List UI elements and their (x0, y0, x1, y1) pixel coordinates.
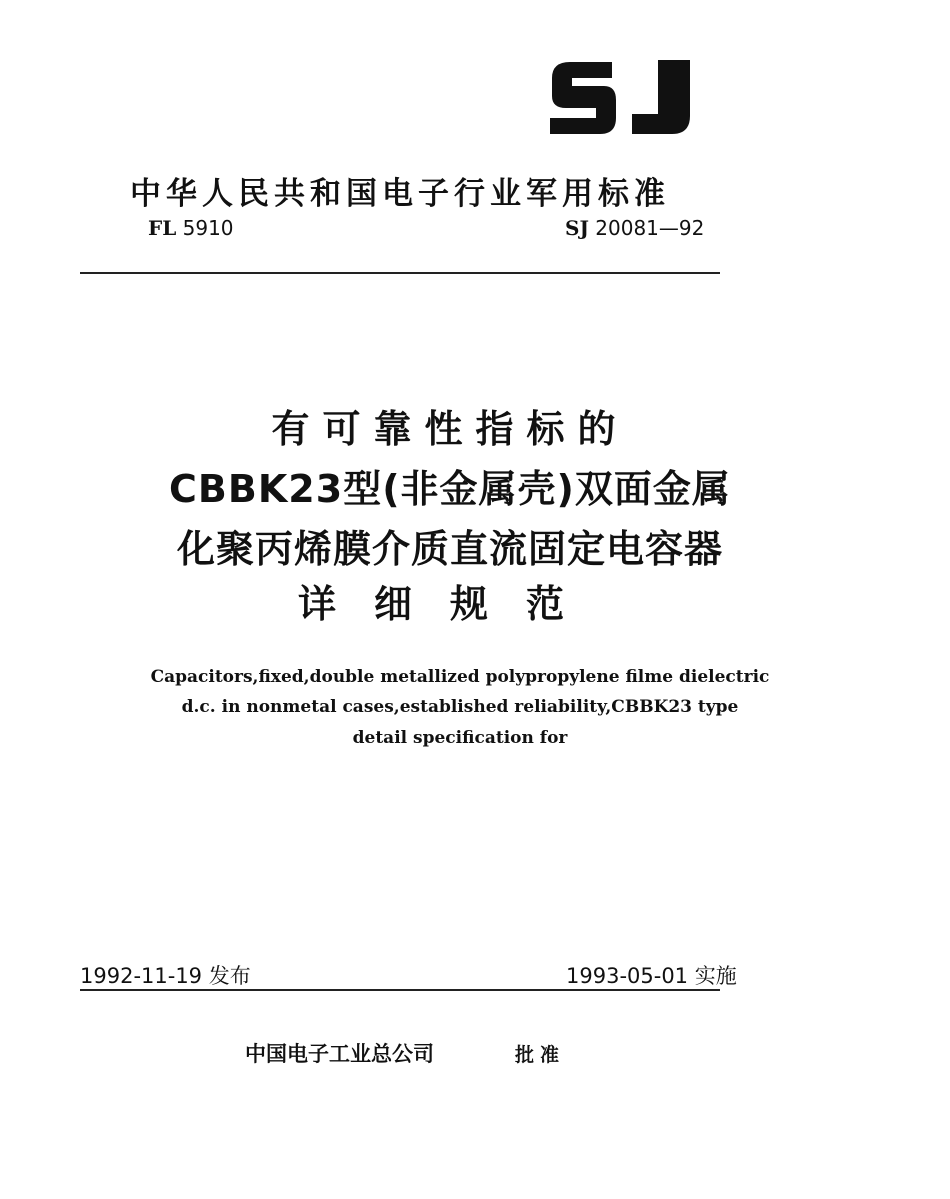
title-line-1: 有可靠性指标的 (271, 407, 629, 451)
implementation-date: 1993-05-01 实施 (566, 964, 737, 988)
organization-name: 中华人民共和国电子行业军用标准 (130, 176, 670, 212)
approving-authority: 中国电子工业总公司 (245, 1042, 434, 1066)
english-title-line-1: Capacitors,fixed,double metallized polypropylene filme dielectric (150, 667, 770, 687)
logo-letter-j (632, 60, 690, 134)
footer-rule (80, 989, 720, 991)
english-title-line-2: d.c. in nonmetal cases,established reliability,CBBK23 type (181, 697, 739, 717)
standard-prefix: SJ (565, 216, 589, 240)
standard-number (565, 216, 704, 240)
approval-label: 批准 (515, 1044, 566, 1066)
classification-prefix: FL (148, 216, 177, 240)
title-line-2: CBBK23型(非金属壳)双面金属 (169, 467, 731, 511)
logo-letter-s (550, 62, 616, 134)
sj-logo (546, 56, 704, 138)
english-title-line-3: detail specification for (352, 728, 568, 748)
title-line-4: 详细规范 (297, 582, 602, 626)
classification-code (148, 216, 234, 240)
classification-number: 5910 (182, 216, 234, 240)
title-line-3: 化聚丙烯膜介质直流固定电容器 (176, 527, 723, 571)
header-rule (80, 272, 720, 274)
issue-date: 1992-11-19 发布 (80, 964, 251, 988)
standard-number-value: 20081—92 (595, 216, 705, 240)
